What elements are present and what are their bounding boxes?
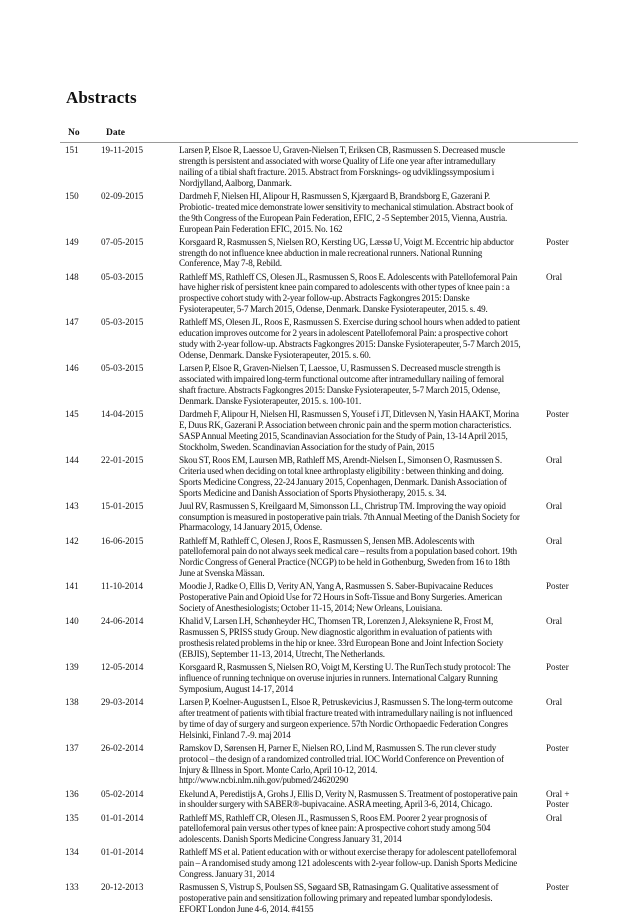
presentation-type-label: Poster (546, 882, 569, 893)
abstract-citation: Ekelund A, Peredistijs A, Grohs J, Ellis D, Verity N, Rasmussen S. Treatment of postoperative pain in shoulder surgery with SABER®-bupivacaine. ASRA meeting, April 3-6, 2014, Chicago. (179, 788, 518, 810)
abstract-row (0, 743, 638, 787)
abstract-number: 141 (65, 581, 79, 592)
abstract-citation: Dardmeh F, Nielsen HI, Alipour H, Rasmussen S, Kjærgaard B, Brandsborg E, Gazerani P. Probiotic- treated mice demonstrate lower sensitivity to mechanical stimulation. Abstract book of the 9th Congress of the European Pain Federation, EFIC, 2 -5 September 2015, Vienna, Austria. European Pain Federation EFIC, 2015. No. 162 (179, 190, 514, 234)
abstract-date: 15-01-2015 (101, 500, 144, 511)
abstract-citation: Rathleff MS, Olesen JL, Roos E, Rasmussen S. Exercise during school hours when added to patient education improves outcome for 2 years in adolescent Patellofemoral Pain: a prospective cohort study with 2-year follow-up. Abstracts Fagkongres 2015: Danske Fysioterapeuter, 5-7 March 2015, Odense, Denmark. Danske Fysioterapeuter, 2015. s. 60. (179, 317, 521, 361)
abstract-number: 150 (65, 190, 79, 201)
abstract-number: 139 (65, 662, 79, 673)
abstract-row (0, 145, 638, 189)
abstract-list (0, 145, 638, 917)
abstract-citation: Larsen P, Elsoe R, Laessoe U, Graven-Nielsen T, Eriksen CB, Rasmussen S. Decreased muscle strength is persistent and associated with worse Quality of Life one year after intramedullary nailing of a tibial shaft fracture. 2015. Abstract from Forsknings- og udviklingssymposium i Nordjylland, Aalborg, Danmark. (179, 145, 506, 188)
abstract-presentation-type (521, 455, 562, 499)
header-divider (60, 142, 578, 143)
abstract-number: 137 (65, 742, 79, 753)
presentation-type-label: Oral (546, 812, 563, 823)
abstract-row (0, 191, 638, 235)
presentation-type-label: Oral (546, 616, 563, 627)
presentation-type-label: Oral (546, 696, 563, 707)
abstract-presentation-type (521, 145, 546, 189)
abstract-number: 138 (65, 696, 79, 707)
abstract-presentation-type (521, 536, 562, 580)
abstract-row (0, 409, 638, 453)
abstract-row (0, 536, 638, 580)
abstract-citation: Larsen P, Koelner-Augustsen L, Elsoe R, Petruskevicius J, Rasmussen S. The long-term outcome after treatment of patients with tibial fracture treated with intramedullary nailing is not influenced by time of day of surgery and surgeon experience. 57th Nordic Orthopaedic Federation Congres Helsinki, Finland 7.-9. maj 2014 (179, 696, 513, 740)
abstract-citation: Rathleff MS, Rathleff CR, Olesen JL, Rasmussen S, Roos EM. Poorer 2 year prognosis of patellofemoral pain versus other types of knee pain: A prospective cohort study among 504 adolescents. Danish Sports Medicine Congress January 31, 2014 (179, 812, 491, 845)
abstract-presentation-type (521, 743, 569, 787)
presentation-type-label: Oral (546, 454, 563, 465)
abstract-presentation-type (521, 847, 546, 880)
abstract-date: 05-03-2015 (101, 363, 144, 374)
abstract-row (0, 363, 638, 407)
abstract-presentation-type (521, 662, 569, 695)
abstract-row (0, 272, 638, 316)
abstract-number: 134 (65, 847, 79, 858)
abstract-citation: Rathleff MS et al. Patient education with or without exercise therapy for adolescent patellofemoral pain – A randomised study among 121 adolescents with 2-year follow-up. Danish Sports Medicine Congress. January 31, 2014 (179, 847, 518, 880)
abstract-date: 05-03-2015 (101, 317, 144, 328)
abstract-citation: Dardmeh F, Alipour H, Nielsen HI, Rasmussen S, Yousef i JT, Ditlevsen N, Yasin HAAKT, Morina E, Duus RK, Gazerani P. Association between chronic pain and the sperm motion characteristics. SASP Annual Meeting 2015, Scandinavian Association for the Study of Pain, 13-14 April 2015, Stockholm, Sweden. Scandinavian Association for the study of Pain, 2015 (179, 408, 519, 452)
abstract-date: 05-03-2015 (101, 271, 144, 282)
abstract-number: 151 (65, 145, 79, 155)
abstract-presentation-type (521, 697, 562, 741)
abstract-number: 136 (65, 788, 79, 799)
abstract-date: 07-05-2015 (101, 236, 144, 247)
abstract-citation: Ramskov D, Sørensen H, Parner E, Nielsen RO, Lind M, Rasmussen S. The run clever study protocol – the design of a randomized controlled trial. IOC World Conference on Prevention of Injury & Illness in Sport. Monte Carlo, April 10-12, 2014. http://www.ncbi.nlm.nih.gov/pubmed/24620290 (179, 742, 504, 786)
abstract-presentation-type (521, 237, 569, 270)
abstract-row (0, 789, 638, 811)
abstract-citation: Rathleff MS, Rathleff CS, Olesen JL, Rasmussen S, Roos E. Adolescents with Patellofemoral Pain have higher risk of persistent knee pain compared to adolescents with other types of knee pain : a prospective cohort study with 2-year follow-up. Abstracts Fagkongres 2015: Danske Fysioterapeuter, 5-7 March 2015, Odense, Denmark. Danske Fysioterapeuter, 2015. s. 49. (179, 271, 518, 315)
abstract-date: 22-01-2015 (101, 454, 144, 465)
abstract-citation: Khalid V, Larsen LH, Schønheyder HC, Thomsen TR, Lorenzen J, Aleksyniene R, Frost M, Rasmussen S, PRISS study Group. New diagnostic algorithm in evaluation of patients with prosthesis related problems in the hip or knee. 33rd European Bone and Joint Infection Society (EBJIS), September 11-13, 2014, Utrecht, The Netherlands. (179, 616, 504, 659)
abstract-row (0, 317, 638, 361)
abstract-number: 146 (65, 363, 79, 374)
abstract-date: 02-09-2015 (101, 190, 144, 201)
abstract-date: 24-06-2014 (101, 616, 144, 627)
abstract-row (0, 455, 638, 499)
presentation-type-label: Oral (546, 535, 563, 546)
abstract-row (0, 237, 638, 270)
abstract-presentation-type (521, 813, 562, 846)
abstract-number: 135 (65, 812, 79, 823)
presentation-type-label: Oral (546, 271, 563, 282)
abstract-date: 19-11-2015 (101, 145, 144, 155)
abstract-row (0, 501, 638, 534)
abstract-citation: Korsgaard R, Rasmussen S, Nielsen RO, Voigt M, Kersting U. The RunTech study protocol: The influence of running technique on overuse injuries in runners. International Calgary Running Symposium, August 14-17, 2014 (179, 662, 511, 694)
abstract-number: 148 (65, 271, 79, 282)
presentation-type-label: Poster (546, 236, 569, 247)
abstract-presentation-type (521, 616, 562, 660)
presentation-type-label: Poster (546, 742, 569, 753)
abstract-row (0, 662, 638, 695)
abstract-presentation-type (521, 789, 570, 811)
page-title: Abstracts (66, 88, 137, 107)
presentation-type-label: Poster (546, 662, 569, 673)
abstract-citation: Juul RV, Rasmussen S, Kreilgaard M, Simonsson LL, Christrup TM. Improving the way opioid consumption is measured in postoperative pain trials. 7th Annual Meeting of the Danish Society for Pharmacology, 14 January 2015, Odense. (179, 500, 520, 533)
abstract-date: 01-01-2014 (101, 847, 144, 858)
abstract-row (0, 616, 638, 660)
abstract-date: 26-02-2014 (101, 742, 144, 753)
abstract-number: 147 (65, 317, 79, 328)
abstract-citation: Rathleff M, Rathleff C, Olesen J, Roos E, Rasmussen S, Jensen MB. Adolescents with patellofemoral pain do not always seek medical care – results from a population based cohort. 19th Nordic Congress of General Practice (NCGP) to be held in Gothenburg, Sweden from 16 to 18th June at Svenska Mässan. (179, 535, 517, 579)
abstract-presentation-type (521, 191, 546, 235)
abstract-date: 29-03-2014 (101, 696, 144, 707)
abstract-row (0, 847, 638, 880)
abstract-row (0, 882, 638, 915)
abstract-number: 142 (65, 535, 79, 546)
abstract-presentation-type (521, 363, 546, 407)
abstract-row (0, 697, 638, 741)
abstract-number: 144 (65, 454, 79, 465)
abstract-citation: Larsen P, Elsoe R, Graven-Nielsen T, Laessoe, U, Rasmussen S. Decreased muscle strength is associated with impaired long-term functional outcome after intramedullary nailing of femoral shaft fracture. Abstracts Fagkongres 2015: Danske Fysioterapeuter, 5-7 March 2015, Odense, Denmark. Danske Fysioterapeuter, 2015. s. 100-101. (179, 363, 504, 406)
abstract-date: 12-05-2014 (101, 662, 144, 673)
abstract-presentation-type (521, 317, 546, 361)
abstract-date: 20-12-2013 (101, 882, 144, 893)
abstract-number: 149 (65, 236, 79, 247)
presentation-type-label: Poster (546, 408, 569, 419)
presentation-type-label: Oral + (546, 788, 570, 799)
abstract-presentation-type (521, 409, 569, 453)
abstract-citation: Rasmussen S, Vistrup S, Poulsen SS, Søgaard SB, Ratnasingam G. Qualitative assessment of postoperative pain and sensitization following primary and repeated lumbar spondylodesis. EFORT London June 4-6, 2014. #4155 (179, 882, 499, 915)
abstract-date: 01-01-2014 (101, 812, 144, 823)
abstract-number: 133 (65, 882, 79, 893)
presentation-type-label: Poster (546, 799, 569, 810)
abstract-presentation-type (521, 882, 569, 915)
abstract-row (0, 581, 638, 614)
abstract-presentation-type (521, 501, 562, 534)
abstract-date: 14-04-2015 (101, 408, 144, 419)
abstract-date: 16-06-2015 (101, 535, 144, 546)
abstract-number: 145 (65, 408, 79, 419)
abstract-date: 05-02-2014 (101, 788, 144, 799)
abstract-date: 11-10-2014 (101, 581, 144, 592)
column-header-date: Date (106, 128, 125, 138)
presentation-type-label: Oral (546, 500, 563, 511)
abstract-number: 140 (65, 616, 79, 627)
abstract-presentation-type (521, 272, 562, 316)
column-header-no: No (68, 128, 80, 138)
abstract-citation: Korsgaard R, Rasmussen S, Nielsen RO, Kersting UG, Læssø U, Voigt M. Eccentric hip abductor strength do not influence knee abduction in male recreational runners. National Running Conference, May 7-8, Rebild. (179, 236, 514, 269)
abstract-citation: Skou ST, Roos EM, Laursen MB, Rathleff MS, Arendt-Nielsen L, Simonsen O, Rasmussen S. Criteria used when deciding on total knee arthroplasty eligibility : between thinking and doing. Sports Medicine Congress, 22-24 January 2015, Copenhagen, Denmark. Danish Association of Sports Medicine and Danish Association of Sports Physiotherapy, 2015. s. 34. (179, 454, 507, 498)
abstract-citation: Moodie J, Radke O, Ellis D, Verity AN, Yang A, Rasmussen S. Saber-Bupivacaine Reduces Postoperative Pain and Opioid Use for 72 Hours in Soft-Tissue and Bony Surgeries. American Society of Anesthesiologists; October 11-15, 2014; New Orleans, Louisiana. (179, 581, 503, 614)
abstract-number: 143 (65, 500, 79, 511)
abstract-presentation-type (521, 581, 569, 614)
abstract-row (0, 813, 638, 846)
presentation-type-label: Poster (546, 581, 569, 592)
